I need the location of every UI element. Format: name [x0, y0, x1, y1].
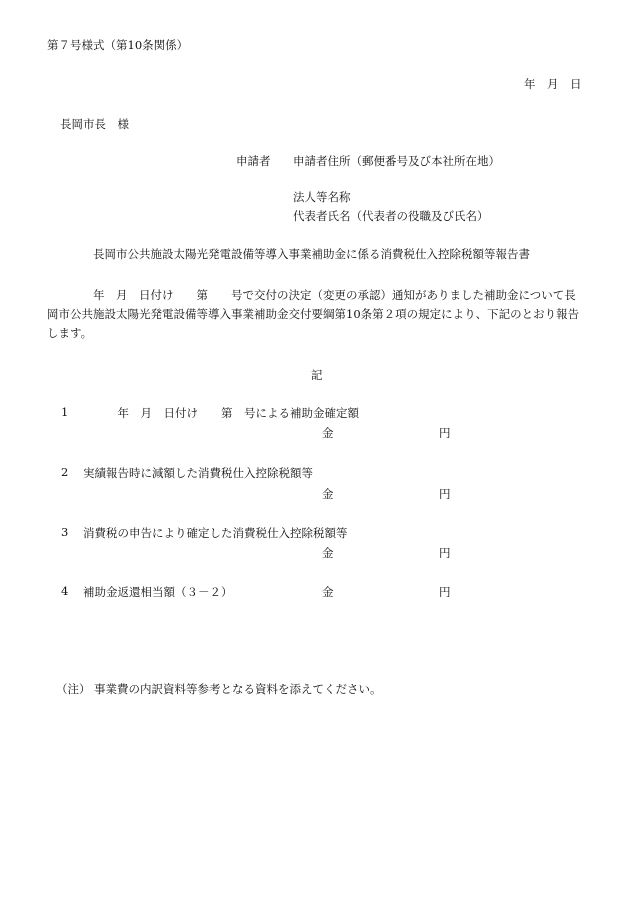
document-title: 長岡市公共施設太陽光発電設備等導入事業補助金に係る消費税仕入控除税額等報告書	[93, 247, 530, 261]
item-kin: 金	[322, 426, 334, 440]
item-yen: 円	[439, 585, 451, 599]
note-text: 事業費の内訳資料等参考となる資料を添えてください。	[94, 682, 382, 696]
item-label: 消費税の申告により確定した消費税仕入控除税額等	[83, 526, 348, 540]
note-label: （注）	[56, 682, 91, 696]
applicant-label: 申請者	[236, 154, 271, 168]
item-yen: 円	[439, 426, 451, 440]
item-label: 補助金返還相当額（３－２）	[83, 585, 233, 599]
item-number: 1	[61, 405, 69, 419]
item-number: 3	[61, 525, 69, 539]
addressee: 長岡市長 様	[60, 117, 129, 131]
item-kin: 金	[322, 585, 334, 599]
date-line: 年 月 日	[524, 77, 582, 91]
item-number: 4	[61, 584, 69, 598]
applicant-address-label: 申請者住所（郵便番号及び本社所在地）	[293, 154, 500, 168]
item-kin: 金	[322, 487, 334, 501]
item-yen: 円	[439, 546, 451, 560]
form-number: 第７号様式（第10条関係）	[47, 38, 189, 52]
representative-name-label: 代表者氏名（代表者の役職及び氏名）	[293, 209, 489, 223]
item-number: 2	[61, 465, 69, 479]
item-kin: 金	[322, 546, 334, 560]
item-yen: 円	[439, 487, 451, 501]
corporation-name-label: 法人等名称	[293, 190, 351, 204]
ki-heading: 記	[311, 368, 323, 382]
item-label: 実績報告時に減額した消費税仕入控除税額等	[83, 466, 313, 480]
item-label: 年 月 日付け 第 号による補助金確定額	[83, 406, 359, 420]
body-paragraph: 年 月 日付け 第 号で交付の決定（変更の承認）通知がありました補助金について長岡市公共施設太陽光発電設備等導入事業補助金交付要綱第10条第２項の規定により、下記のとおり報告します。	[47, 288, 580, 340]
